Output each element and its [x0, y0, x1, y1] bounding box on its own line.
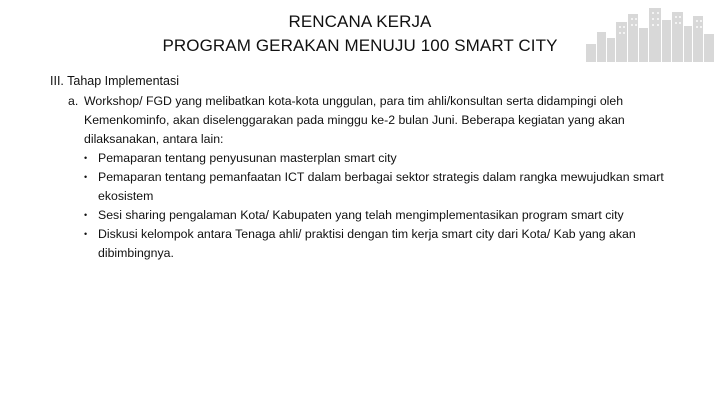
bullet-text: Diskusi kelompok antara Tenaga ahli/ praktisi dengan tim kerja smart city dari Kota/ Kab yang akan dibimbingnya.: [98, 227, 636, 260]
bullet-item-3: [84, 206, 668, 225]
bullet-icon: •: [84, 229, 88, 239]
bullet-icon: •: [84, 210, 88, 220]
bullet-list: [84, 149, 668, 263]
bullet-item-4: [84, 225, 668, 263]
title-line-1: RENCANA KERJA: [288, 12, 432, 31]
bullet-item-1: [84, 149, 668, 168]
bullet-icon: •: [84, 172, 88, 182]
bullet-text: Pemaparan tentang pemanfaatan ICT dalam berbagai sektor strategis dalam rangka mewujudkan smart ekosistem: [98, 170, 664, 203]
list-item-a: [68, 92, 668, 263]
bullet-icon: •: [84, 153, 88, 163]
page-title: [0, 10, 720, 58]
bullet-text: Pemaparan tentang penyusunan masterplan smart city: [98, 151, 397, 165]
bullet-item-2: [84, 168, 668, 206]
item-marker: a.: [68, 94, 79, 108]
item-text: Workshop/ FGD yang melibatkan kota-kota unggulan, para tim ahli/konsultan serta didampingi oleh Kemenkominfo, akan diselenggarakan pada minggu ke-2 bulan Juni. Beberapa kegiatan yang akan dilaksanakan, antara lain:: [84, 94, 625, 146]
bullet-text: Sesi sharing pengalaman Kota/ Kabupaten yang telah mengimplementasikan program smart city: [98, 208, 624, 222]
section-heading: III. Tahap Implementasi: [50, 74, 180, 88]
title-line-2: PROGRAM GERAKAN MENUJU 100 SMART CITY: [162, 36, 558, 55]
